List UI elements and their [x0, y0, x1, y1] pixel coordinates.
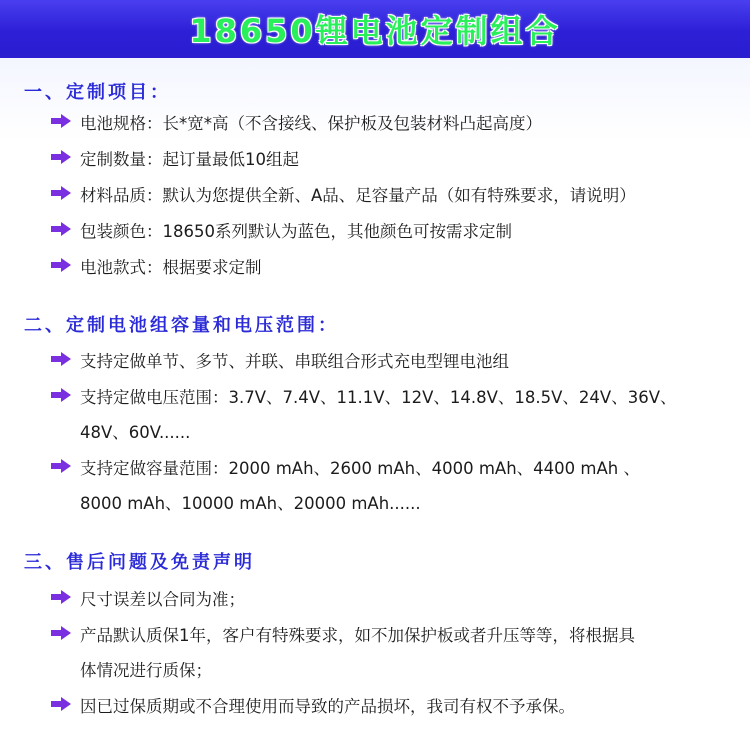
list-item: [50, 582, 740, 617]
list-item: [50, 618, 740, 688]
right-arrow-icon: [50, 696, 72, 712]
list-item: [50, 344, 740, 379]
list-item: [50, 250, 740, 285]
list-item-text: 电池规格：长*宽*高（不含接线、保护板及包装材料凸起高度）: [80, 114, 542, 133]
list-item-text: 材料品质：默认为您提供全新、A品、足容量产品（如有特殊要求，请说明）: [80, 186, 636, 205]
right-arrow-icon: [50, 387, 72, 403]
list-item-text: 因已过保质期或不合理使用而导致的产品损坏，我司有权不予承保。: [80, 697, 575, 716]
list-item: [50, 178, 740, 213]
list-item-text: 尺寸误差以合同为准；: [80, 590, 245, 609]
right-arrow-icon: [50, 458, 72, 474]
list-item: [50, 689, 740, 724]
list-item-text: 支持定做单节、多节、并联、串联组合形式充电型锂电池组: [80, 352, 509, 371]
list-item-text: 包装颜色：18650系列默认为蓝色，其他颜色可按需求定制: [80, 222, 512, 241]
list-item-text: [80, 618, 635, 688]
list-item: [50, 214, 740, 249]
list-item-text: [80, 380, 676, 450]
list-item-line: 支持定做电压范围：3.7V、7.4V、11.1V、12V、14.8V、18.5V、24V、36V、: [80, 388, 677, 407]
right-arrow-icon: [50, 113, 72, 129]
right-arrow-icon: [50, 185, 72, 201]
list-item-line: 8000 mAh、10000 mAh、20000 mAh......: [80, 494, 421, 513]
right-arrow-icon: [50, 149, 72, 165]
list-item-text: 电池款式：根据要求定制: [80, 258, 262, 277]
right-arrow-icon: [50, 589, 72, 605]
list-item-text: 定制数量：起订量最低10组起: [80, 150, 299, 169]
list-item: [50, 380, 740, 450]
right-arrow-icon: [50, 625, 72, 641]
right-arrow-icon: [50, 221, 72, 237]
list-item: [50, 451, 740, 521]
list-item-line: 体情况进行质保；: [80, 661, 212, 680]
right-arrow-icon: [50, 351, 72, 367]
list-item-text: [80, 451, 640, 521]
header-banner: [0, 0, 750, 58]
list-item-line: 48V、60V......: [80, 423, 191, 442]
section-title-custom-items: 一、定制项目：: [24, 82, 171, 103]
section-title-after-sales: 三、售后问题及免责声明: [24, 552, 255, 573]
list-item: [50, 106, 740, 141]
section-title-capacity-voltage: 二、定制电池组容量和电压范围：: [24, 315, 339, 336]
list-item-line: 支持定做容量范围：2000 mAh、2600 mAh、4000 mAh、4400 mAh 、: [80, 459, 640, 478]
right-arrow-icon: [50, 257, 72, 273]
page-title: 18650锂电池定制组合: [189, 12, 561, 50]
list-item: [50, 142, 740, 177]
content-area: [0, 58, 750, 748]
list-item-line: 产品默认质保1年，客户有特殊要求，如不加保护板或者升压等等，将根据具: [80, 626, 635, 645]
